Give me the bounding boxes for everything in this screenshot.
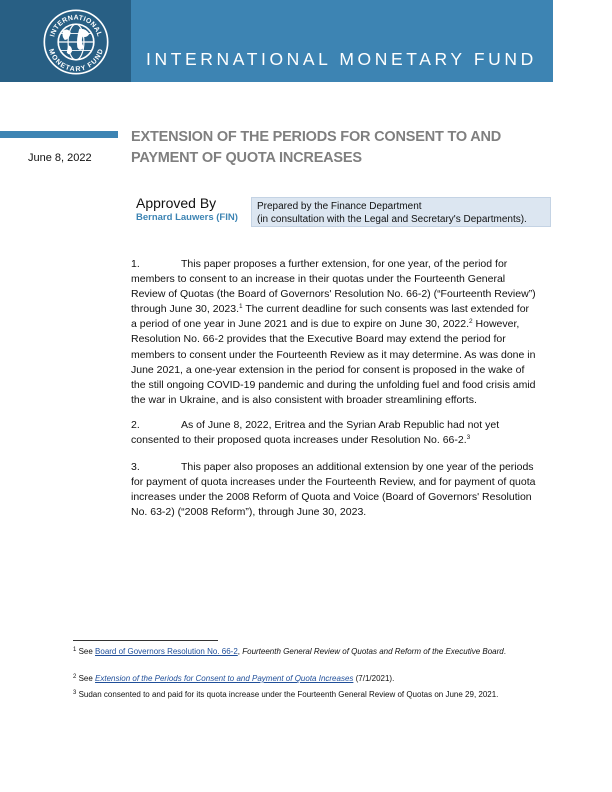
document-date: June 8, 2022	[28, 152, 92, 164]
prepared-by-line-2: (in consultation with the Legal and Secretary's Departments).	[257, 214, 527, 225]
footnote-ref[interactable]: 3	[466, 434, 471, 442]
title-line-2: PAYMENT OF QUOTA INCREASES	[131, 150, 362, 166]
footnote-link[interactable]: Extension of the Periods for Consent to and Payment of Quota Increases	[95, 674, 354, 683]
footnote-separator	[73, 640, 218, 641]
prepared-by-box	[251, 197, 551, 227]
footnote-3: $^3$ Sudan consented to and paid for its quota increase under the Fourteenth General Review of Quotas on June 29, 2021.	[73, 690, 499, 699]
title-line-1: EXTENSION OF THE PERIODS FOR CONSENT TO AND	[131, 129, 502, 145]
svg-text:INTERNATIONAL: INTERNATIONAL	[49, 14, 103, 38]
paragraph-number: 1.	[131, 258, 140, 270]
prepared-by-line-1: Prepared by the Finance Department	[257, 201, 422, 212]
approver-name: Bernard Lauwers (FIN)	[136, 212, 238, 223]
paragraph-3: 3. This paper also proposes an additional extension by one year of the periods for payment of quota increases under the Fourteenth Review, and for payment of quota increases under the 2008 Reform of Quota and Voice (Board of Governors' Resolution No. 63-2) (“2008 Reform”), through June 30, 2023.	[131, 461, 536, 519]
footnote-ref[interactable]: 1	[239, 303, 243, 311]
logo-box	[0, 0, 131, 82]
paragraph-number: 2.	[131, 419, 140, 431]
approved-by-label: Approved By	[136, 195, 217, 211]
paragraph-number: 3.	[131, 461, 140, 473]
footnote-link[interactable]: Board of Governors Resolution No. 66-2	[95, 647, 238, 656]
org-name: INTERNATIONAL MONETARY FUND	[146, 49, 537, 69]
header-banner	[0, 0, 553, 82]
imf-seal-logo	[43, 9, 109, 75]
footnote-ref[interactable]: 2	[469, 318, 473, 326]
paragraph-2: 2. As of June 8, 2022, Eritrea and the Syrian Arab Republic had not yet consented to their proposed quota increases under Resolution No. 66-2.$^3$	[131, 419, 500, 447]
document-title	[131, 127, 531, 169]
title-accent-rule	[0, 131, 118, 138]
svg-text:MONETARY FUND: MONETARY FUND	[46, 48, 106, 74]
paragraph-1: 1. This paper proposes a further extension, for one year, of the period for members to consent to an increase in their quotas under the Fourteenth General Review of Quotas (the Board of Governors' Resolution No. 66-2) (“Fourteenth Review”) through June 30, 2023.$^1$ The current deadline for such consents was last extended for a period of one year in June 2021 and is due to expire on June 30, 2022.$^2$ However, Resolution No. 66-2 provides that the Executive Board may extend the period for members to consent under the Fourteenth Review as it may determine. As was done in June 2021, a one-year extension in the period for consent is proposed in the wake of the still ongoing COVID-19 pandemic and during the unfolding fuel and food crisis amid the war in Ukraine, and is also consistent with broader streamlining efforts.	[131, 258, 536, 406]
footnote-2: $^2$ See Extension of the Periods for Consent to and Payment of Quota Increases (7/1/2021).	[73, 674, 395, 683]
footnote-1: $^1$ See Board of Governors Resolution No. 66-2, Fourteenth General Review of Quotas and Reform of the Executive Board.	[73, 647, 506, 656]
